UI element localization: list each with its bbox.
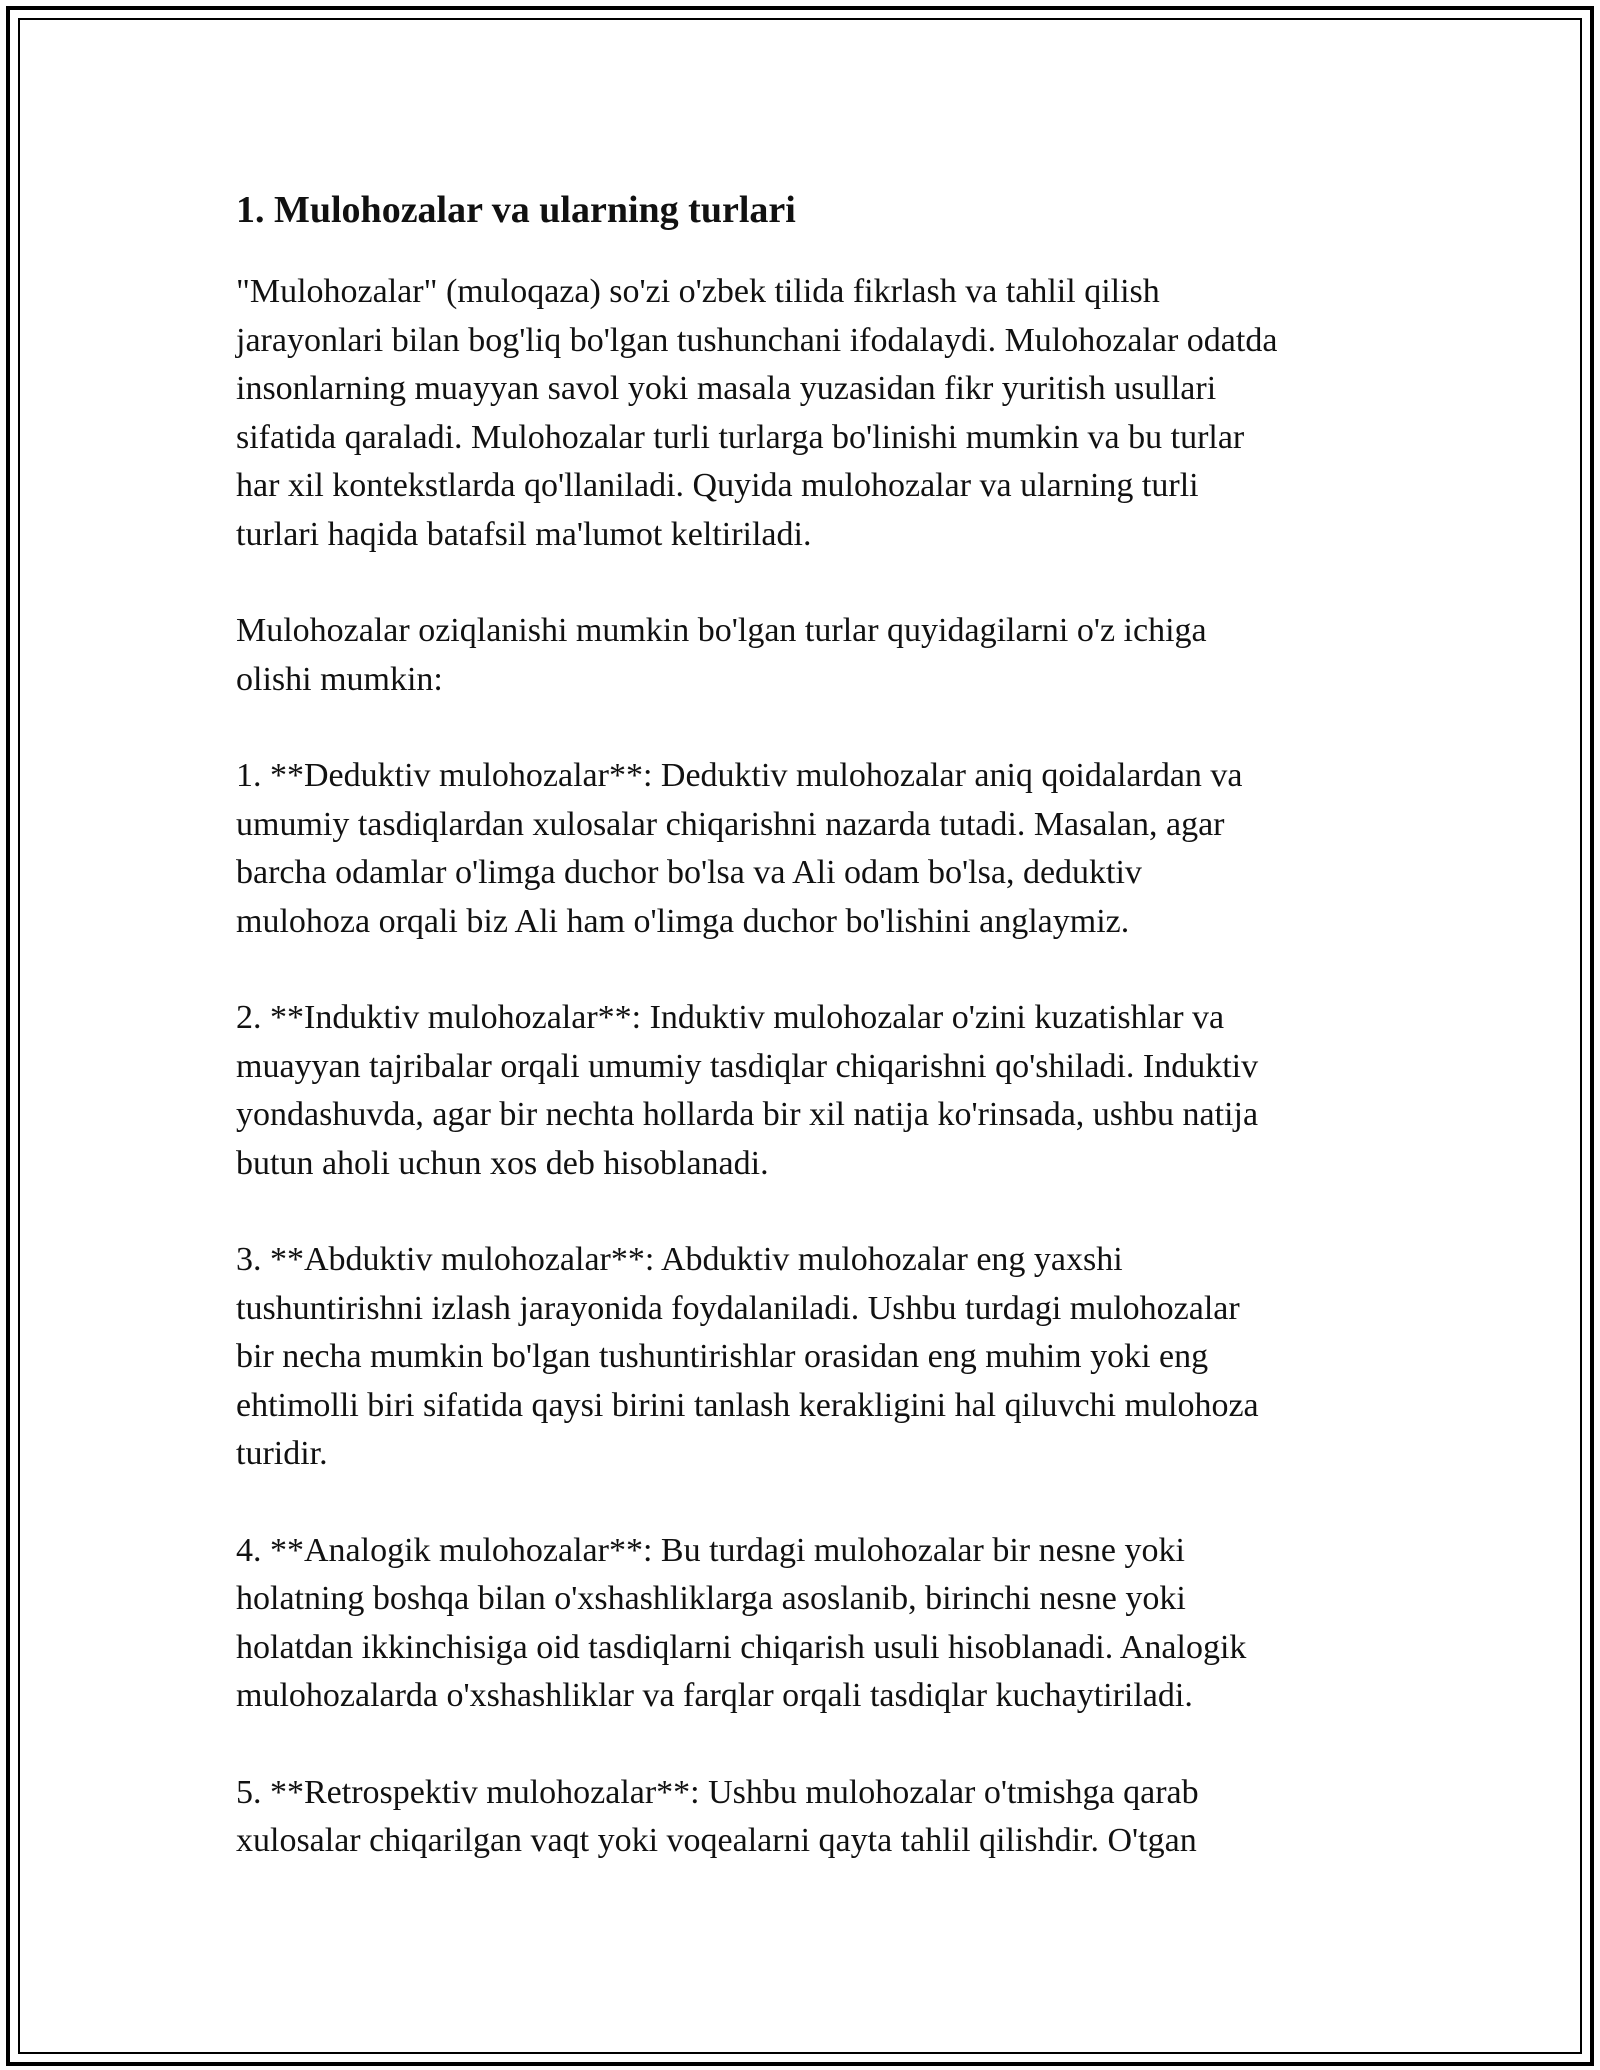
text-line: yondashuvda, agar bir nechta hollarda bir xil natija ko'rinsada, ushbu natija [236, 1096, 1259, 1133]
paragraph-abductive [236, 1236, 1366, 1479]
text-line: har xil kontekstlarda qo'llaniladi. Quyida mulohozalar va ularning turli [236, 467, 1199, 504]
text-line: 3. **Abduktiv mulohozalar**: Abduktiv mulohozalar eng yaxshi [236, 1241, 1123, 1278]
text-line: "Mulohozalar" (muloqaza) so'zi o'zbek tilida fikrlash va tahlil qilish [236, 273, 1160, 310]
text-line: holatdan ikkinchisiga oid tasdiqlarni chiqarish usuli hisoblanadi. Analogik [236, 1628, 1247, 1666]
text-line: turidir. [236, 1435, 328, 1472]
text-line: 5. **Retrospektiv mulohozalar**: Ushbu mulohozalar o'tmishga qarab [236, 1773, 1199, 1811]
text-line: tushuntirishni izlash jarayonida foydalaniladi. Ushbu turdagi mulohozalar [236, 1289, 1240, 1327]
section-title: 1. Mulohozalar va ularning turlari [236, 189, 796, 231]
text-line: bir necha mumkin bo'lgan tushuntirishlar orasidan eng muhim yoki eng [236, 1338, 1209, 1375]
paragraph-analogical [236, 1527, 1366, 1721]
text-line: barcha odamlar o'limga duchor bo'lsa va Ali odam bo'lsa, deduktiv [236, 854, 1142, 891]
paragraph-retrospective [236, 1769, 1366, 1866]
paragraph-types-intro [236, 607, 1366, 704]
text-line: xulosalar chiqarilgan vaqt yoki voqealarni qayta tahlil qilishdir. O'tgan [236, 1822, 1197, 1859]
paragraph-deductive [236, 752, 1366, 946]
text-line: 1. **Deduktiv mulohozalar**: Deduktiv mulohozalar aniq qoidalardan va [236, 757, 1243, 794]
text-line: muayyan tajribalar orqali umumiy tasdiqlar chiqarishni qo'shiladi. Induktiv [236, 1047, 1259, 1085]
text-line: 4. **Analogik mulohozalar**: Bu turdagi mulohozalar bir nesne yoki [236, 1531, 1185, 1569]
text-line: holatning boshqa bilan o'xshashliklarga asoslanib, birinchi nesne yoki [236, 1580, 1186, 1617]
text-line: Mulohozalar oziqlanishi mumkin bo'lgan turlar quyidagilarni o'z ichiga [236, 612, 1207, 649]
text-line: ehtimolli biri sifatida qaysi birini tanlash kerakligini hal qiluvchi mulohoza [236, 1386, 1259, 1424]
text-line: turlari haqida batafsil ma'lumot keltiriladi. [236, 515, 812, 553]
paragraph-inductive [236, 994, 1366, 1188]
text-line: insonlarning muayyan savol yoki masala yuzasidan fikr yuritish usullari [236, 370, 1217, 407]
text-line: sifatida qaraladi. Mulohozalar turli turlarga bo'linishi mumkin va bu turlar [236, 418, 1245, 456]
document-body [236, 186, 1366, 1914]
text-line: mulohozalarda o'xshashliklar va farqlar orqali tasdiqlar kuchaytiriladi. [236, 1677, 1193, 1714]
text-line: jarayonlari bilan bog'liq bo'lgan tushunchani ifodalaydi. Mulohozalar odatda [236, 321, 1278, 359]
text-line: mulohoza orqali biz Ali ham o'limga duchor bo'lishini anglaymiz. [236, 902, 1130, 940]
text-line: olishi mumkin: [236, 660, 443, 698]
text-line: butun aholi uchun xos deb hisoblanadi. [236, 1144, 769, 1182]
text-line: 2. **Induktiv mulohozalar**: Induktiv mulohozalar o'zini kuzatishlar va [236, 999, 1225, 1036]
paragraph-intro [236, 268, 1366, 559]
text-line: umumiy tasdiqlardan xulosalar chiqarishni nazarda tutadi. Masalan, agar [236, 805, 1225, 843]
